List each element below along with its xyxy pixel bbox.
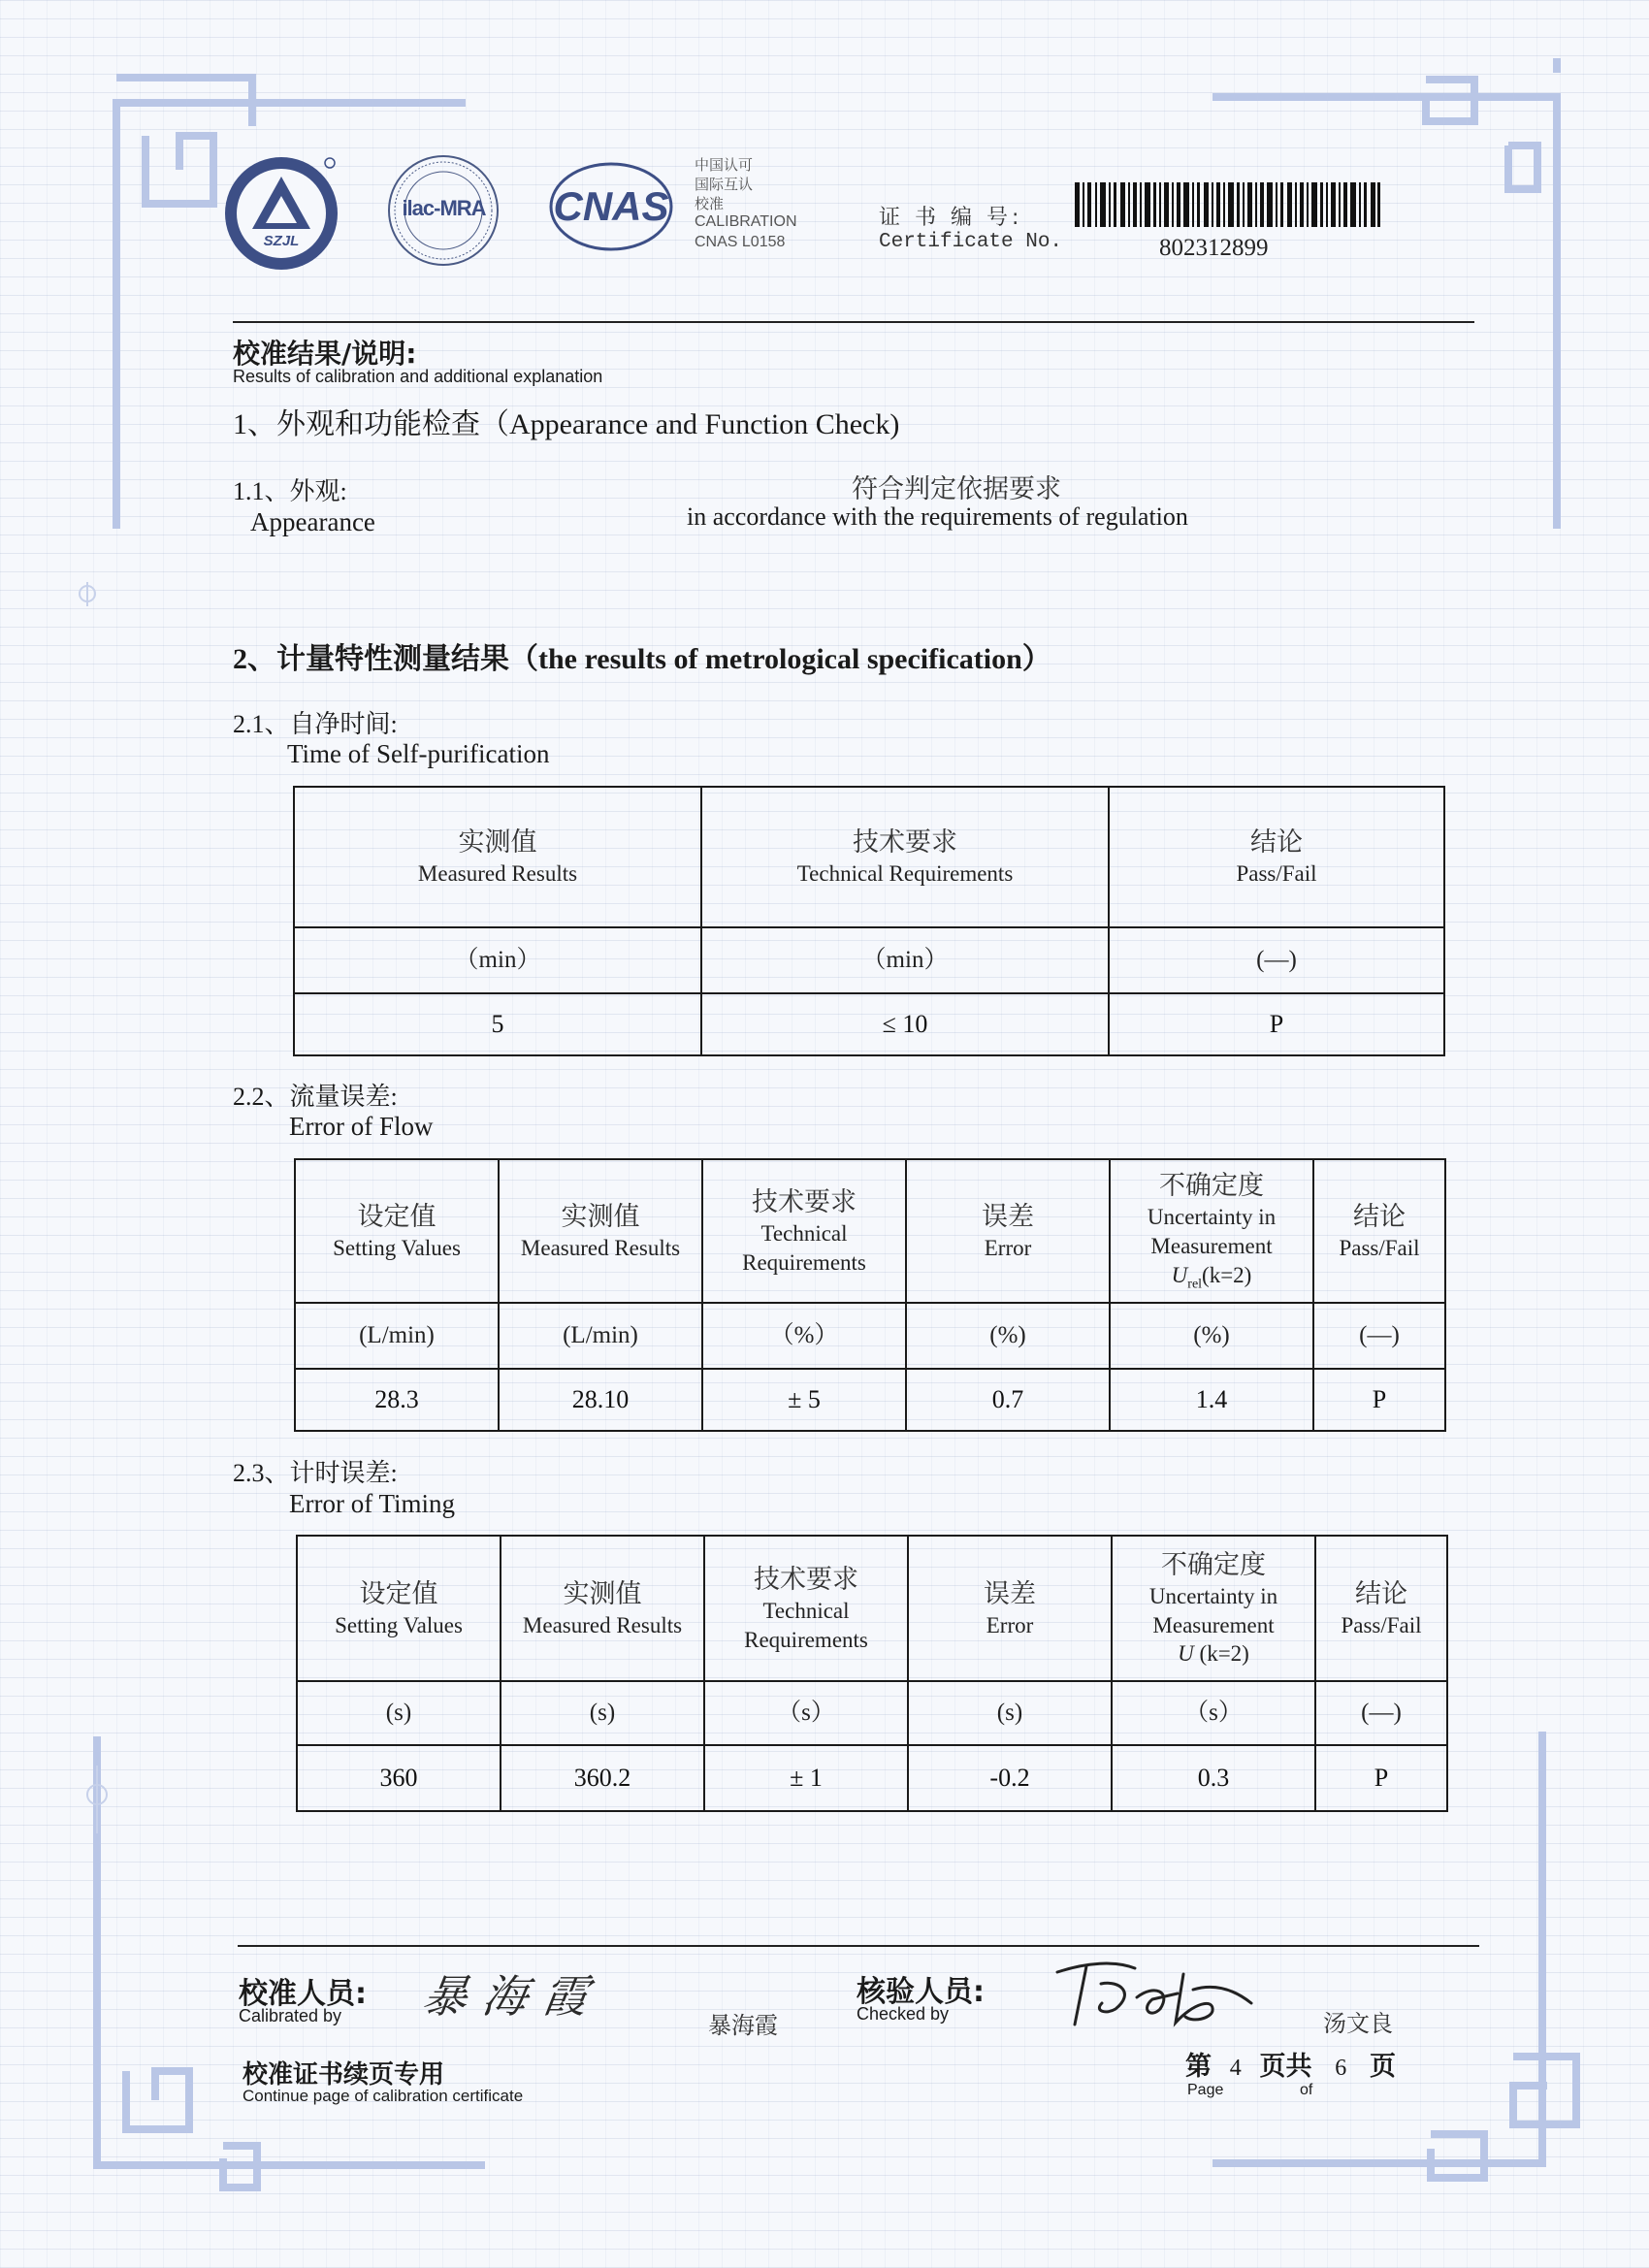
header-en: Technical Requirements xyxy=(796,861,1014,887)
header-en: Pass/Fail xyxy=(1341,1612,1422,1637)
page-total: 6 xyxy=(1335,2056,1347,2081)
timing-error-table xyxy=(296,1535,1448,1812)
cnas-logo xyxy=(548,160,674,257)
cnas-en-text xyxy=(695,211,797,252)
value-cell xyxy=(908,1745,1112,1811)
coverage-factor: (k=2) xyxy=(1202,1262,1252,1287)
results-heading-en: Results of calibration and additional explanation xyxy=(233,367,603,386)
header-zh: 技术要求 xyxy=(853,827,957,858)
table-row xyxy=(297,1745,1447,1811)
table-header-row xyxy=(297,1536,1447,1681)
unit-cell xyxy=(906,1303,1110,1369)
footer-divider xyxy=(238,1945,1479,1947)
cnas-cn-line: 国际互认 xyxy=(695,176,754,193)
appearance-label-zh: 1.1、外观: xyxy=(233,477,347,505)
page-label-en: Page xyxy=(1187,2082,1224,2098)
value-cell xyxy=(702,1369,906,1431)
checked-by-label-en: Checked by xyxy=(857,2004,950,2024)
unit-cell xyxy=(499,1303,702,1369)
table-unit-row xyxy=(295,1303,1445,1369)
value-text: 360 xyxy=(379,1764,418,1793)
value-text: 28.10 xyxy=(571,1385,630,1414)
timing-error-label-en: Error of Timing xyxy=(289,1489,456,1518)
cnas-en-line: CNAS L0158 xyxy=(695,234,786,250)
unit-text: （min） xyxy=(861,946,949,973)
header-cell xyxy=(295,1159,499,1303)
ilac-mra-logo-text: ilac-MRA xyxy=(402,196,486,220)
value-text: 0.3 xyxy=(1197,1764,1230,1793)
unit-text: (s) xyxy=(385,1699,412,1726)
certificate-number: 802312899 xyxy=(1159,235,1269,261)
value-text: 0.7 xyxy=(991,1385,1024,1414)
value-text: 1.4 xyxy=(1195,1385,1228,1414)
header-cell xyxy=(704,1536,908,1681)
unit-text: (%) xyxy=(989,1321,1026,1348)
unit-text: （min） xyxy=(454,946,541,973)
unit-cell xyxy=(908,1681,1112,1745)
unit-cell xyxy=(1315,1681,1447,1745)
calibrator-signature: 暴海霞 xyxy=(418,1970,607,2023)
ilac-mra-logo xyxy=(383,153,504,268)
cnas-cn-line: 中国认可 xyxy=(695,156,754,174)
value-text: -0.2 xyxy=(989,1764,1030,1793)
header-zh: 实测值 xyxy=(458,827,537,858)
value-cell xyxy=(295,1369,499,1431)
header-en: Measured Results xyxy=(522,1612,683,1637)
unit-cell xyxy=(1313,1303,1445,1369)
header-zh: 技术要求 xyxy=(754,1564,858,1595)
appearance-result-zh: 符合判定依据要求 xyxy=(852,474,1061,503)
header-zh: 结论 xyxy=(1355,1578,1407,1609)
value-cell xyxy=(1110,1369,1313,1431)
header-cell xyxy=(1315,1536,1447,1681)
header-zh: 结论 xyxy=(1250,827,1303,858)
value-text: ± 5 xyxy=(788,1385,821,1414)
header-en: Error xyxy=(984,1235,1032,1260)
value-cell xyxy=(297,1745,501,1811)
calibrated-by-label-en: Calibrated by xyxy=(239,2006,342,2025)
header-cell xyxy=(297,1536,501,1681)
header-en: Pass/Fail xyxy=(1236,861,1317,887)
header-cell xyxy=(1110,1159,1313,1303)
results-heading-zh: 校准结果/说明: xyxy=(233,338,417,370)
value-cell xyxy=(499,1369,702,1431)
unit-text: (L/min) xyxy=(563,1321,638,1348)
checker-signature xyxy=(1048,1955,1271,2032)
header-zh: 结论 xyxy=(1353,1201,1406,1232)
page-counter xyxy=(1185,2045,1396,2083)
unit-text: (—) xyxy=(1359,1321,1400,1348)
flow-error-label-zh: 2.2、流量误差: xyxy=(233,1083,398,1111)
header-en: Technical Requirements xyxy=(744,1598,868,1652)
checked-by-label-zh: 核验人员: xyxy=(857,1975,985,2009)
value-text: P xyxy=(1372,1385,1387,1414)
header-cell xyxy=(908,1536,1112,1681)
uncertainty-symbol xyxy=(1111,1261,1312,1294)
header-en: Error xyxy=(986,1612,1034,1637)
header-zh: 不确定度 xyxy=(1161,1549,1266,1580)
self-purification-label-zh: 2.1、自净时间: xyxy=(233,710,398,738)
unit-cell xyxy=(297,1681,501,1745)
uncertainty-symbol xyxy=(1113,1639,1314,1669)
header-en: Setting Values xyxy=(333,1235,461,1260)
unit-cell xyxy=(501,1681,704,1745)
value-cell xyxy=(701,993,1109,1055)
header-cell xyxy=(906,1159,1110,1303)
continue-page-en: Continue page of calibration certificate xyxy=(242,2087,524,2105)
flow-error-table xyxy=(294,1158,1446,1432)
header-cell xyxy=(1313,1159,1445,1303)
coverage-factor: (k=2) xyxy=(1199,1641,1249,1667)
header-en: Technical Requirements xyxy=(742,1220,866,1275)
self-purification-table xyxy=(293,786,1445,1056)
value-cell xyxy=(704,1745,908,1811)
certificate-barcode xyxy=(1075,182,1380,227)
unit-cell xyxy=(701,927,1109,993)
value-text: P xyxy=(1269,1010,1284,1039)
unit-cell xyxy=(295,1303,499,1369)
unit-text: （s） xyxy=(1184,1699,1243,1726)
value-text: ≤ 10 xyxy=(882,1010,928,1039)
header-en: Measured Results xyxy=(520,1235,681,1260)
flow-error-label-en: Error of Flow xyxy=(289,1112,434,1141)
page-mid: 页共 xyxy=(1259,2052,1312,2082)
unit-cell xyxy=(294,927,701,993)
header-cell xyxy=(702,1159,906,1303)
unit-text: （s） xyxy=(777,1699,835,1726)
cnas-logo-text: CNAS xyxy=(553,183,669,229)
page-prefix: 第 xyxy=(1185,2052,1212,2082)
value-text: P xyxy=(1374,1764,1389,1793)
unit-text: (—) xyxy=(1361,1699,1402,1726)
header-zh: 实测值 xyxy=(561,1201,640,1232)
szjl-logo-text: SZJL xyxy=(263,233,300,249)
unit-cell xyxy=(702,1303,906,1369)
header-cell xyxy=(1109,787,1444,927)
certificate-label-en: Certificate No. xyxy=(879,231,1063,253)
table-row xyxy=(295,1369,1445,1431)
header-cell xyxy=(1112,1536,1315,1681)
unit-text: (s) xyxy=(996,1699,1023,1726)
cnas-cn-text xyxy=(695,155,753,213)
header-cell xyxy=(501,1536,704,1681)
unit-text: (—) xyxy=(1256,946,1297,973)
appearance-result-en: in accordance with the requirements of regulation xyxy=(687,502,1188,531)
continue-page-zh: 校准证书续页专用 xyxy=(242,2060,445,2090)
value-text: 360.2 xyxy=(573,1764,631,1793)
table-unit-row xyxy=(294,927,1444,993)
value-cell xyxy=(1315,1745,1447,1811)
header-en: Setting Values xyxy=(335,1612,463,1637)
appearance-label-en: Appearance xyxy=(250,507,375,536)
header-zh: 不确定度 xyxy=(1159,1170,1264,1201)
value-cell xyxy=(501,1745,704,1811)
header-en: Uncertainty in Measurement xyxy=(1147,1204,1277,1258)
section1-title: 1、外观和功能检查（Appearance and Function Check) xyxy=(233,408,900,440)
header-zh: 误差 xyxy=(984,1578,1036,1609)
timing-error-label-zh: 2.3、计时误差: xyxy=(233,1459,398,1487)
page-current: 4 xyxy=(1229,2056,1242,2081)
unit-text: （%） xyxy=(769,1321,839,1348)
value-text: 5 xyxy=(491,1010,504,1039)
value-cell xyxy=(906,1369,1110,1431)
header-zh: 设定值 xyxy=(357,1201,436,1232)
certificate-label-zh: 证 书 编 号: xyxy=(879,206,1023,230)
unit-cell xyxy=(1110,1303,1313,1369)
value-text: ± 1 xyxy=(790,1764,823,1793)
page-suffix: 页 xyxy=(1370,2052,1396,2082)
unit-text: (s) xyxy=(589,1699,616,1726)
table-header-row xyxy=(295,1159,1445,1303)
of-label-en: of xyxy=(1300,2082,1313,2098)
symbol-u: U xyxy=(1178,1641,1194,1667)
header-cell xyxy=(701,787,1109,927)
header-zh: 技术要求 xyxy=(752,1186,857,1217)
value-cell xyxy=(1112,1745,1315,1811)
header-zh: 实测值 xyxy=(563,1578,642,1609)
header-en: Pass/Fail xyxy=(1339,1235,1420,1260)
header-en: Measured Results xyxy=(417,861,578,887)
value-cell xyxy=(1109,993,1444,1055)
unit-cell xyxy=(1112,1681,1315,1745)
unit-text: (L/min) xyxy=(359,1321,435,1348)
cnas-en-line: CALIBRATION xyxy=(695,213,797,230)
checker-name: 汤文良 xyxy=(1323,2010,1393,2037)
self-purification-label-en: Time of Self-purification xyxy=(287,739,550,768)
value-cell xyxy=(294,993,701,1055)
header-cell xyxy=(499,1159,702,1303)
table-header-row xyxy=(294,787,1444,927)
header-zh: 设定值 xyxy=(359,1578,438,1609)
value-cell xyxy=(1313,1369,1445,1431)
header-cell xyxy=(294,787,701,927)
unit-text: (%) xyxy=(1193,1321,1230,1348)
value-text: 28.3 xyxy=(374,1385,419,1414)
section2-title: 2、计量特性测量结果（the results of metrological specification） xyxy=(233,643,1051,675)
header-divider xyxy=(233,321,1474,323)
table-row xyxy=(294,993,1444,1055)
calibrated-by-label-zh: 校准人员: xyxy=(239,1977,367,2011)
calibrator-name: 暴海霞 xyxy=(708,2012,778,2039)
cnas-cn-line: 校准 xyxy=(695,195,725,212)
symbol-sub: rel xyxy=(1187,1277,1203,1292)
header-en: Uncertainty in Measurement xyxy=(1148,1583,1278,1637)
header-zh: 误差 xyxy=(982,1201,1034,1232)
symbol-u: U xyxy=(1171,1262,1188,1287)
table-unit-row xyxy=(297,1681,1447,1745)
unit-cell xyxy=(1109,927,1444,993)
unit-cell xyxy=(704,1681,908,1745)
szjl-logo xyxy=(221,153,342,275)
